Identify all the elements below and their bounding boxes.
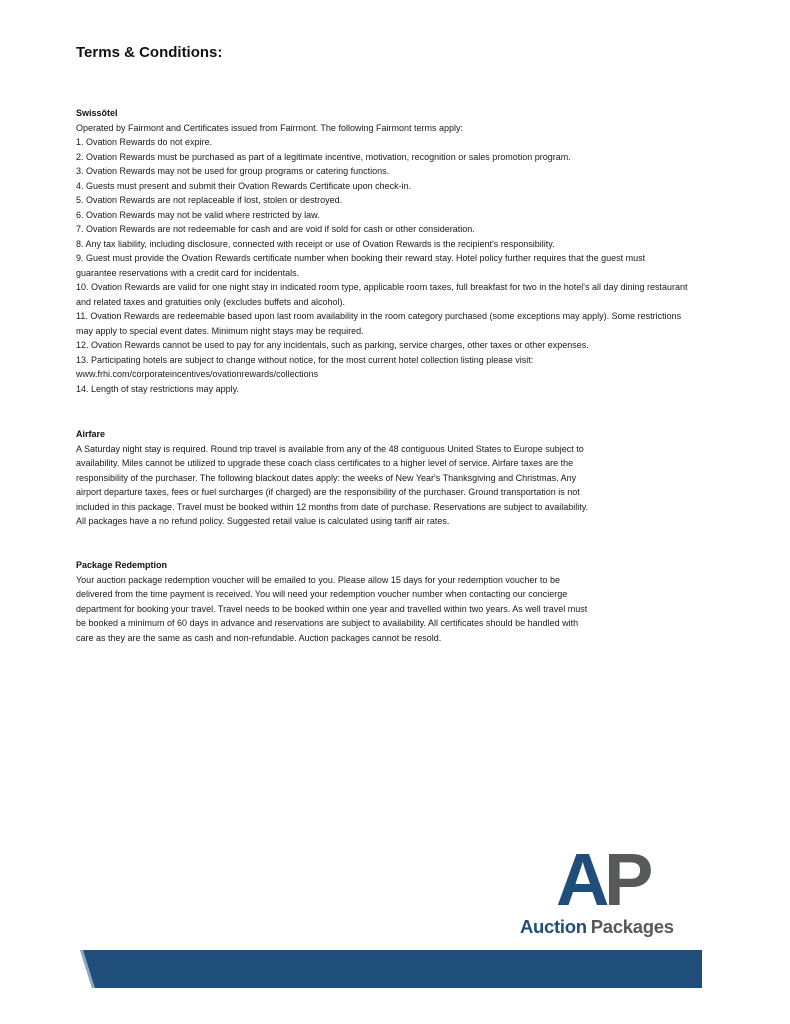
list-item: 2. Ovation Rewards must be purchased as part of a legitimate incentive, motivation, recognition or sales promotion program. [76, 151, 571, 162]
paragraph-line: availability. Miles cannot be utilized to upgrade these coach class certificates to a higher level of service. Airfare taxes are the [76, 458, 574, 468]
list-item: 6. Ovation Rewards may not be valid where restricted by law. [76, 209, 320, 220]
list-item: 14. Length of stay restrictions may apply. [76, 383, 239, 394]
paragraph-line: delivered from the time payment is received. You will need your redemption voucher number when contacting our concierge [76, 589, 568, 599]
list-item: 9. Guest must provide the Ovation Rewards certificate number when booking their reward stay. Hotel policy further requires that the guest must guarantee reservations with a credit card for incidentals. [76, 253, 646, 278]
list-item: 11. Ovation Rewards are redeemable based upon last room availability in the room category purchased (some exceptions may apply). Some restrictions may apply to special event dates. Minimum night stays may be required. [76, 311, 682, 336]
paragraph-line: All packages have a no refund policy. Suggested retail value is calculated using tariff air rates. [76, 516, 450, 526]
list-item: 5. Ovation Rewards are not replaceable if lost, stolen or destroyed. [76, 195, 343, 205]
section-heading: Airfare [76, 429, 106, 439]
paragraph-line: care as they are the same as cash and non-refundable. Auction packages cannot be resold. [76, 632, 442, 643]
list-item: 12. Ovation Rewards cannot be used to pay for any incidentals, such as parking, service charges, other taxes or other expenses. [76, 340, 589, 350]
logo-word-auction: Auction [520, 916, 587, 937]
section-heading: Package Redemption [76, 560, 168, 570]
list-item: 3. Ovation Rewards may not be used for group programs or catering functions. [76, 166, 390, 176]
list-item: 8. Any tax liability, including disclosure, connected with receipt or use of Ovation Rewards is the recipient's responsibility. [76, 238, 555, 249]
footer-bar [76, 950, 702, 988]
list-item: 7. Ovation Rewards are not redeemable for cash and are void if sold for cash or other consideration. [76, 224, 475, 234]
footer-bar-fill [76, 950, 702, 988]
section-intro: Operated by Fairmont and Certificates issued from Fairmont. The following Fairmont terms apply: [76, 122, 463, 133]
paragraph-line: responsibility of the purchaser. The following blackout dates apply: the weeks of New Year's Thanksgiving and Christmas. Any [76, 472, 577, 483]
page-title: Terms & Conditions: [76, 44, 223, 61]
list-item: 10. Ovation Rewards are valid for one night stay in indicated room type, applicable room taxes, full breakfast for two in the hotel's all day dining restaurant and related taxes and gratuities only (excludes buffets and alcohol). [76, 282, 688, 307]
ap-logo-mark [556, 848, 658, 910]
list-item: 13. Participating hotels are subject to change without notice, for the most current hotel collection listing please visit: www.frhi.com/corporateincentives/ovationrewards/collections [76, 354, 534, 379]
logo-wordmark [520, 916, 674, 938]
logo-word-packages: Packages [590, 916, 674, 937]
logo-letter-a: A [556, 848, 604, 910]
terms-list [76, 135, 688, 396]
section-airfare [76, 427, 688, 529]
section-heading: Swissôtel [76, 108, 118, 118]
paragraph-line: department for booking your travel. Travel needs to be booked within one year and travelled within two years. As well travel must [76, 603, 588, 614]
paragraph-line: be booked a minimum of 60 days in advance and reservations are subject to availability. All certificates should be handled with [76, 618, 579, 628]
paragraph-line: A Saturday night stay is required. Round trip travel is available from any of the 48 contiguous United States to Europe subject to [76, 443, 584, 454]
logo-letter-p: P [604, 848, 654, 910]
list-item: 1. Ovation Rewards do not expire. [76, 137, 213, 147]
list-item: 4. Guests must present and submit their Ovation Rewards Certificate upon check-in. [76, 180, 412, 191]
section-swissotel [76, 106, 688, 396]
paragraph-line: airport departure taxes, fees or fuel surcharges (if charged) are the responsibility of the purchaser. Ground transportation is not [76, 487, 580, 497]
section-package-redemption [76, 558, 688, 645]
paragraph-line: Your auction package redemption voucher will be emailed to you. Please allow 15 days for your redemption voucher to be [76, 574, 560, 585]
paragraph-line: included in this package. Travel must be booked within 12 months from date of purchase. Reservations are subject to availability. [76, 501, 589, 512]
auction-packages-logo [518, 848, 696, 940]
